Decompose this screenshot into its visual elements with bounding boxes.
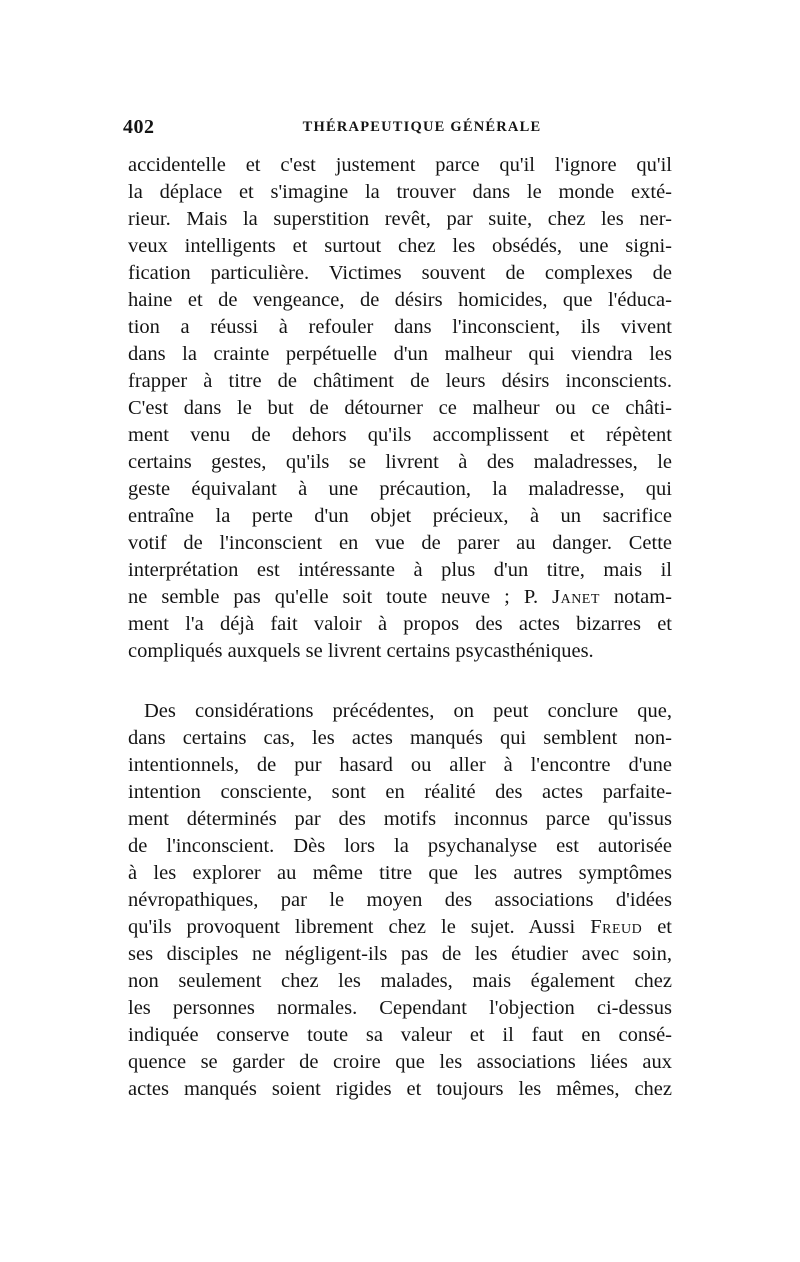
text-line [128,584,672,611]
text-line: fication particulière. Victimes souvent de complexes de [128,262,672,284]
text-line: ses disciples ne négligent-ils pas de les étudier avec soin, [128,943,672,965]
text-line: interprétation est intéressante à plus d'un titre, mais il [128,559,672,581]
text-line: à les explorer au même titre que les autres symptômes [128,862,672,884]
text-line: entraîne la perte d'un objet précieux, à un sacrifice [128,505,672,527]
text-line: les personnes normales. Cependant l'objection ci-dessus [128,997,672,1019]
text-line: actes manqués soient rigides et toujours les mêmes, chez [128,1078,672,1100]
text-line: dans la crainte perpétuelle d'un malheur qui viendra les [128,343,672,365]
text-line: ment venu de dehors qu'ils accomplissent et répètent [128,424,672,446]
author-name: Freud [590,916,643,938]
text-line: votif de l'inconscient en vue de parer au danger. Cette [128,532,672,554]
paragraph-1 [128,152,672,665]
text-line: C'est dans le but de détourner ce malheur ou ce châti- [128,397,672,419]
text-line: geste équivalant à une précaution, la maladresse, qui [128,478,672,500]
page-header [123,116,683,144]
text-line: ment l'a déjà fait valoir à propos des actes bizarres et [128,613,672,635]
text-line: frapper à titre de châtiment de leurs désirs inconscients. [128,370,672,392]
text-line: la déplace et s'imagine la trouver dans le monde exté- [128,181,672,203]
text-line: névropathiques, par le moyen des associations d'idées [128,889,672,911]
text-segment: notam- [599,586,672,608]
text-line: certains gestes, qu'ils se livrent à des maladresses, le [128,451,672,473]
text-line: compliqués auxquels se livrent certains psycasthéniques. [128,640,594,662]
text-segment: qu'ils provoquent librement chez le sujet. Aussi [128,916,591,938]
paragraph-2 [128,698,672,1103]
text-segment: ne semble pas qu'elle soit toute neuve ; P. [128,586,553,608]
author-name: Janet [552,586,600,608]
text-line: veux intelligents et surtout chez les obsédés, une signi- [128,235,672,257]
text-line [128,914,672,941]
text-line: indiquée conserve toute sa valeur et il faut en consé- [128,1024,672,1046]
text-line: intention consciente, sont en réalité des actes parfaite- [128,781,672,803]
text-line: dans certains cas, les actes manqués qui semblent non- [128,727,672,749]
text-segment: et [642,916,673,938]
text-line: ment déterminés par des motifs inconnus parce qu'issus [128,808,672,830]
text-line: haine et de vengeance, de désirs homicides, que l'éduca- [128,289,672,311]
text-line: tion a réussi à refouler dans l'inconscient, ils vivent [128,316,672,338]
text-line: non seulement chez les malades, mais également chez [128,970,672,992]
text-line: quence se garder de croire que les associations liées aux [128,1051,672,1073]
text-line: Des considérations précédentes, on peut conclure que, [144,700,672,722]
text-line: intentionnels, de pur hasard ou aller à l'encontre d'une [128,754,672,776]
running-title: THÉRAPEUTIQUE GÉNÉRALE [302,119,542,135]
text-line: de l'inconscient. Dès lors la psychanalyse est autorisée [128,835,672,857]
text-line: accidentelle et c'est justement parce qu'il l'ignore qu'il [128,154,672,176]
text-line: rieur. Mais la superstition revêt, par suite, chez les ner- [128,208,672,230]
page-number: 402 [123,116,155,138]
